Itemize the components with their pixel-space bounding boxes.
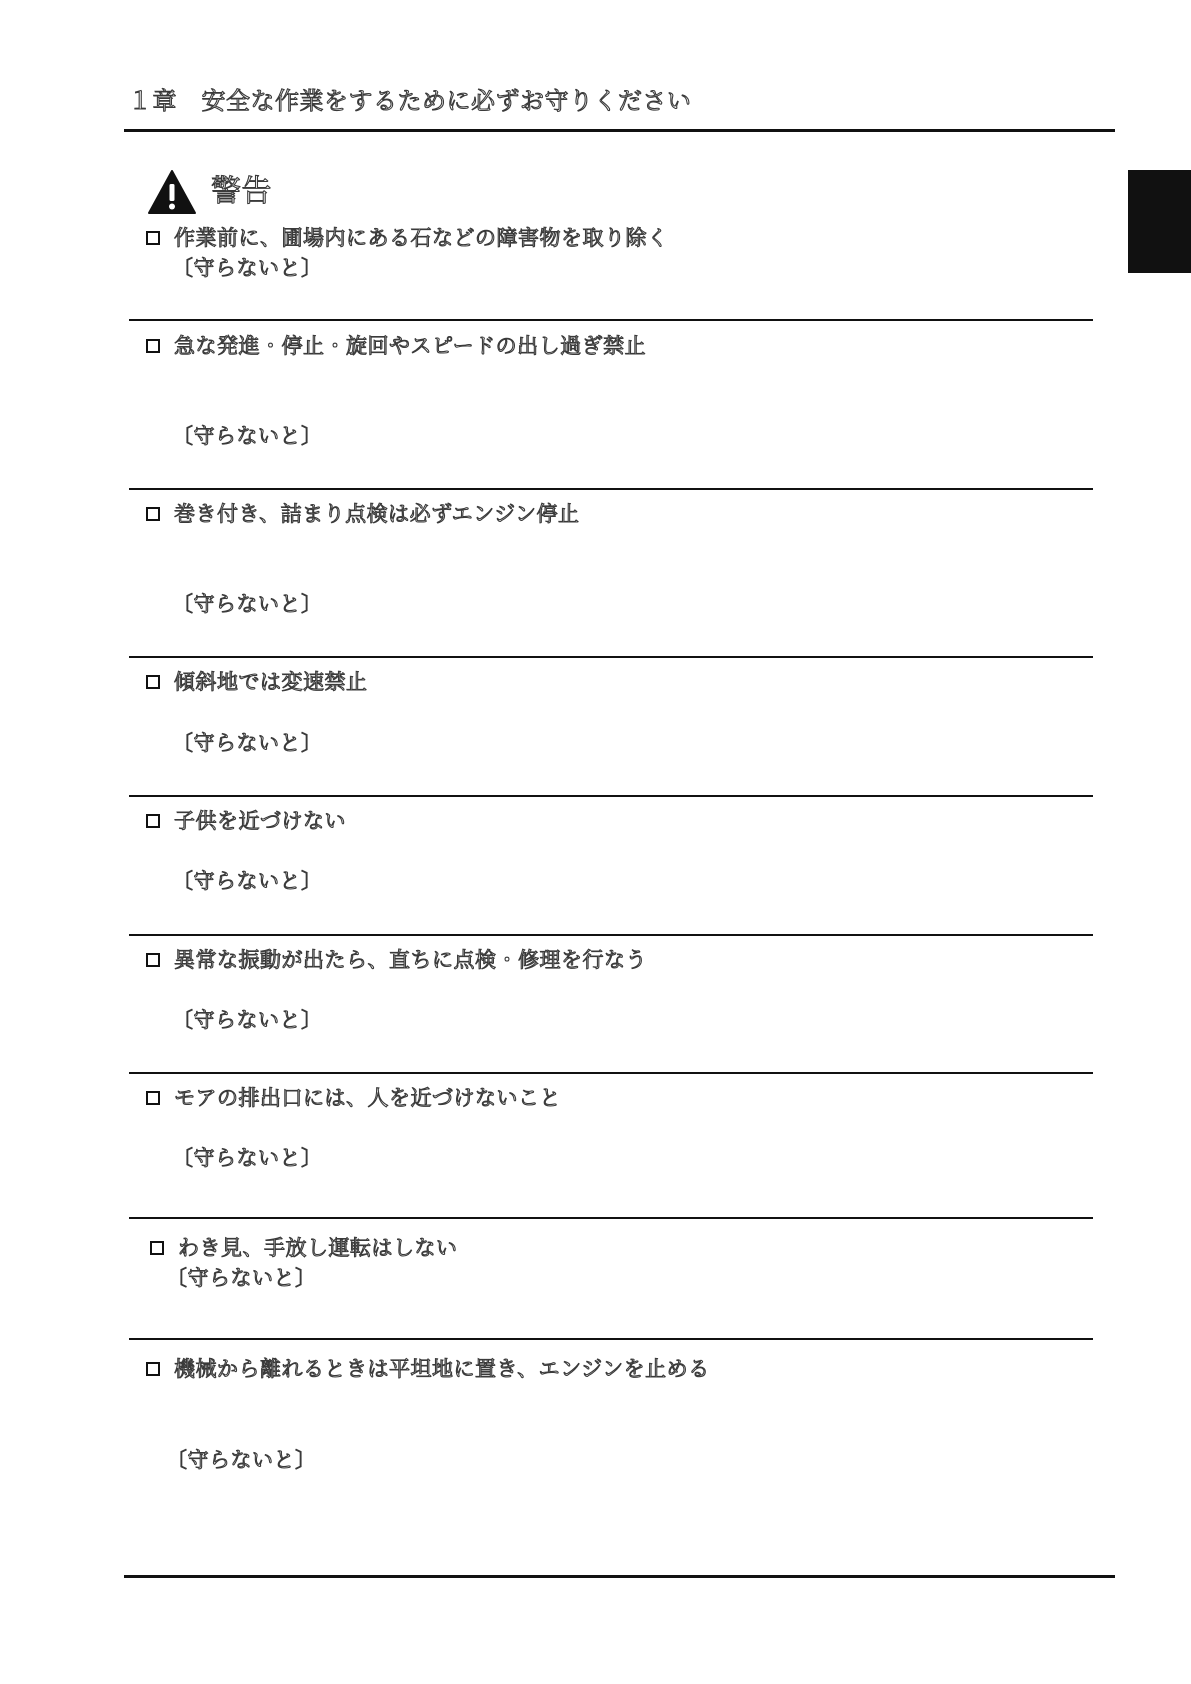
checkbox-icon bbox=[146, 675, 160, 689]
warning-item-text: 巻き付き、詰まり点検は必ずエンジン停止 bbox=[174, 502, 580, 526]
item-divider bbox=[129, 319, 1093, 321]
warning-item bbox=[146, 946, 647, 974]
chapter-title: １章 安全な作業をするために必ずお守りください bbox=[128, 87, 692, 115]
warning-item bbox=[150, 1234, 458, 1262]
checkbox-icon bbox=[146, 231, 160, 245]
checkbox-icon bbox=[146, 339, 160, 353]
consequence-label: 〔守らないと〕 bbox=[172, 1008, 323, 1032]
consequence-label: 〔守らないと〕 bbox=[166, 1266, 317, 1290]
warning-item bbox=[146, 1355, 710, 1383]
warning-item-text: 傾斜地では変速禁止 bbox=[174, 670, 368, 694]
warning-item-text: 機械から離れるときは平坦地に置き、エンジンを止める bbox=[174, 1357, 710, 1381]
warning-label: 警告 bbox=[211, 174, 272, 209]
checkbox-icon bbox=[146, 1362, 160, 1376]
footer-rule bbox=[124, 1575, 1115, 1578]
warning-item bbox=[146, 224, 669, 252]
warning-item-text: 作業前に、圃場内にある石などの障害物を取り除く bbox=[174, 226, 669, 250]
item-divider bbox=[129, 934, 1093, 936]
item-divider bbox=[129, 795, 1093, 797]
warning-item-text: モアの排出口には、人を近づけないこと bbox=[174, 1086, 561, 1110]
warning-item bbox=[146, 500, 580, 528]
item-divider bbox=[129, 488, 1093, 490]
warning-item-text: 異常な振動が出たら、直ちに点検・修理を行なう bbox=[174, 948, 647, 972]
warning-item bbox=[146, 668, 368, 696]
consequence-label: 〔守らないと〕 bbox=[172, 256, 323, 280]
checkbox-icon bbox=[146, 507, 160, 521]
consequence-label: 〔守らないと〕 bbox=[172, 731, 323, 755]
consequence-label: 〔守らないと〕 bbox=[172, 592, 323, 616]
checkbox-icon bbox=[146, 814, 160, 828]
item-divider bbox=[129, 656, 1093, 658]
item-divider bbox=[129, 1217, 1093, 1219]
warning-triangle-icon bbox=[147, 169, 197, 215]
checkbox-icon bbox=[146, 1091, 160, 1105]
header-rule bbox=[124, 129, 1115, 132]
checkbox-icon bbox=[146, 953, 160, 967]
warning-item bbox=[146, 807, 346, 835]
chapter-tab-marker bbox=[1128, 170, 1191, 273]
warning-item-text: 子供を近づけない bbox=[174, 809, 346, 833]
warning-item bbox=[146, 332, 646, 360]
consequence-label: 〔守らないと〕 bbox=[172, 424, 323, 448]
warning-item bbox=[146, 1084, 561, 1112]
warning-heading bbox=[147, 168, 272, 216]
consequence-label: 〔守らないと〕 bbox=[172, 1146, 323, 1170]
warning-item-text: 急な発進・停止・旋回やスピードの出し過ぎ禁止 bbox=[174, 334, 647, 358]
consequence-label: 〔守らないと〕 bbox=[172, 869, 323, 893]
warning-item-text: わき見、手放し運転はしない bbox=[178, 1236, 458, 1260]
item-divider bbox=[129, 1072, 1093, 1074]
checkbox-icon bbox=[150, 1241, 164, 1255]
consequence-label: 〔守らないと〕 bbox=[166, 1448, 317, 1472]
item-divider bbox=[129, 1338, 1093, 1340]
